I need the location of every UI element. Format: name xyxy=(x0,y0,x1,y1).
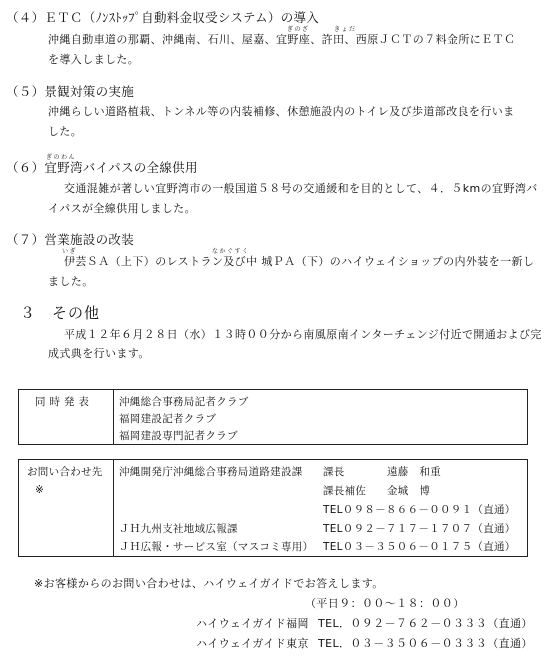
section-6-body-line1: 交通混雑が著しい宜野湾市の一般国道５８号の交通緩和を目的として、４．５kmの宜野湾バ xyxy=(64,182,538,195)
press-club-3: 福岡建設専門記者クラブ xyxy=(119,430,238,442)
guide-tokyo-name: ハイウェイガイド東京 xyxy=(196,637,309,650)
box-divider xyxy=(113,390,114,444)
simultaneous-release-box xyxy=(18,389,528,445)
contact-box xyxy=(18,459,528,557)
section-7-heading: （７）営業施設の改装 xyxy=(6,232,135,247)
section-7-ruby-nakagusuku: なかぐすく xyxy=(212,248,250,255)
contact-title-2: 課長補佐 xyxy=(323,485,367,497)
guide-fukuoka-name: ハイウェイガイド福岡 xyxy=(196,617,309,630)
section-5-heading: （５）景観対策の実施 xyxy=(6,84,135,99)
section-4-ruby-ginoza: ぎのざ xyxy=(287,26,310,33)
contact-label: お問い合わせ先 xyxy=(27,466,103,478)
section-7-body-line1: 伊芸ＳＡ（上下）のレストラン及び中 城ＰＡ（下）のハイウェイショップの内外装を一新し xyxy=(64,255,535,268)
press-club-1: 沖縄総合事務局記者クラブ xyxy=(119,396,249,408)
section-3-heading: ３ その他 xyxy=(20,304,101,322)
contact-org-2: ＪＨ九州支社地域広報課 xyxy=(119,523,238,535)
section-6-ruby-ginowan: ぎのわん xyxy=(46,154,77,161)
section-7-ruby-igei: いぎ xyxy=(62,248,78,255)
contact-title-1: 課長 xyxy=(323,466,345,478)
contact-org-3: ＪＨ広報・サービス室（マスコミ専用） xyxy=(119,541,314,553)
footer-note: ※お客様からのお問い合わせは、ハイウェイガイドでお答えします。 xyxy=(34,577,384,590)
guide-tokyo-tel: TEL．０３－３５０６－０３３３（直通） xyxy=(318,637,533,650)
section-5-body-line1: 沖縄らしい道路植栽、トンネル等の内装補修、休憩施設内のトイレ及び歩道部改良を行いま xyxy=(48,105,515,118)
contact-tel-2: TEL０９２－７１７－１７０７（直通） xyxy=(323,523,516,535)
contact-name-2: 金城 博 xyxy=(387,485,431,497)
simultaneous-release-label: 同 時 発 表 xyxy=(35,396,90,408)
press-club-2: 福岡建設記者クラブ xyxy=(119,413,217,425)
section-3-body-line1: 平成１２年６月２８日（水）１３時００分から南風原南インターチェンジ付近で開通および完 xyxy=(64,328,542,341)
footer-hours: （平日９：００～１８：００） xyxy=(305,597,465,610)
section-4-body-line1: 沖縄自動車道の那覇、沖縄南、石川、屋嘉、宜野座、許田、西原ＪＣＴの７料金所にＥＴＣ xyxy=(48,33,516,46)
section-7-body-line2: ました。 xyxy=(48,275,94,288)
contact-name-1: 遠藤 和重 xyxy=(387,466,441,478)
box-divider xyxy=(113,460,114,556)
contact-mark: ※ xyxy=(35,484,45,496)
section-6-heading: （６）宜野湾バイパスの全線供用 xyxy=(6,160,198,175)
section-5-body-line2: した。 xyxy=(48,125,83,138)
section-3-body-line2: 成式典を行います。 xyxy=(48,347,150,360)
guide-fukuoka-tel: TEL．０９２－７６２－０３３３（直通） xyxy=(318,617,533,630)
section-6-body-line2: イパスが全線供用しました。 xyxy=(48,202,196,215)
contact-tel-3: TEL０３－３５０６－０１７５（直通） xyxy=(323,541,516,553)
section-4-ruby-kyoda: きょだ xyxy=(334,26,357,33)
section-4-heading: （４）ＥＴＣ（ﾉﾝｽﾄｯﾌﾟ自動料金収受システム）の導入 xyxy=(6,10,320,25)
section-4-body-line2: を導入しました。 xyxy=(48,53,140,66)
contact-org-1: 沖縄開発庁沖縄総合事務局道路建設課 xyxy=(119,466,303,478)
contact-tel-1: TEL０９８－８６６－００９１（直通） xyxy=(323,504,516,516)
